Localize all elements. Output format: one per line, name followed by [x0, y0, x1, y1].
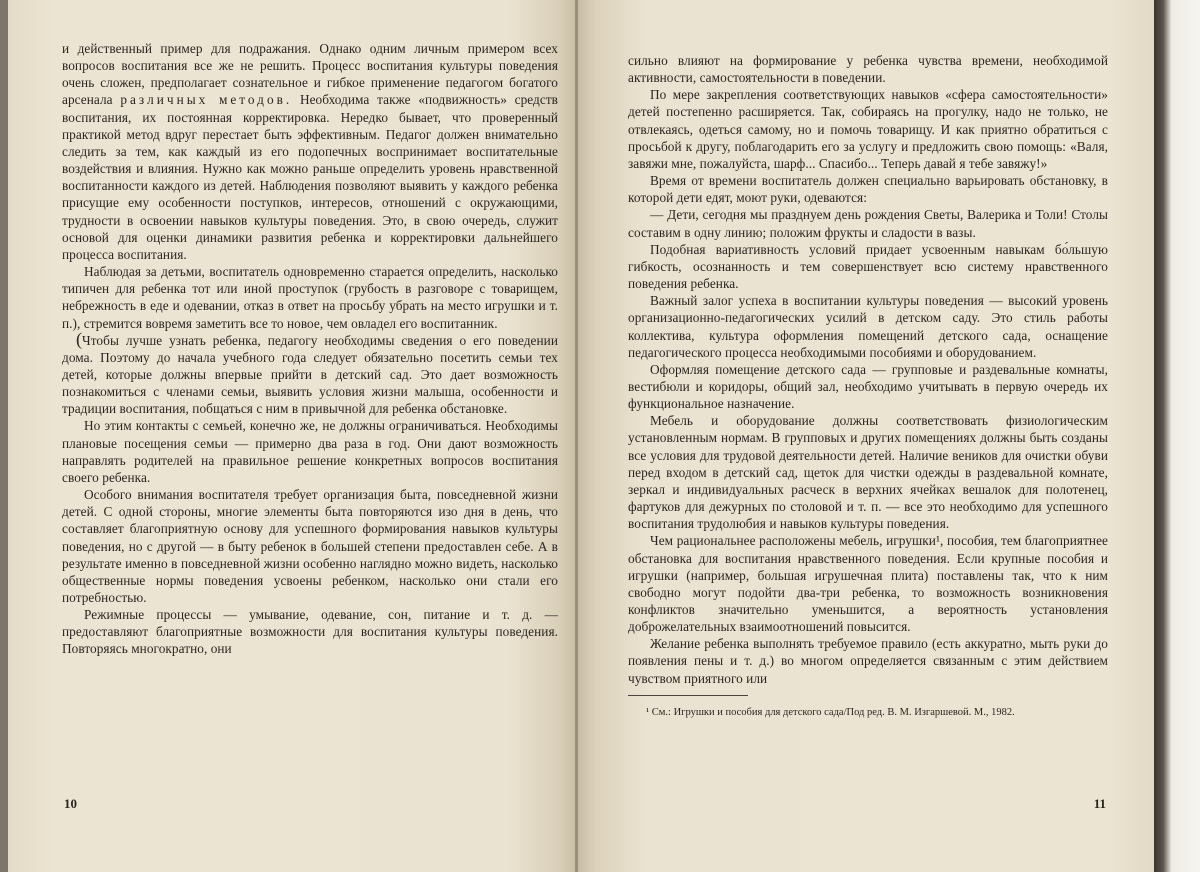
- paragraph: Подобная вариативность условий придает усвоенным навыкам бо́льшую гибкость, осознанность и тем совершенствует всю систему нравственного поведения ребенка.: [628, 241, 1108, 292]
- footnote-rule: [628, 695, 748, 702]
- paragraph: Мебель и оборудование должны соответствовать физиологическим установленным нормам. В групповых и других помещениях должны быть созданы все условия для трудовой деятельности детей. Наличие веников для очистки обуви перед входом в детский сад, щеток для чистки одежды в раздевальной комнате, зеркал и индивидуальных расческ в верхних ячейках вешалок для полотенец, фартуков для дежурных по столовой и т. п. — все это необходимо для успешного воспитания трудолюбия и навыков культуры поведения.: [628, 413, 1108, 532]
- paragraph: (Чтобы лучше узнать ребенка, педагогу необходимы сведения о его поведении дома. Поэтому до начала учебного года следует обязательно посетить семьи тех детей, которые должны впервые прийти в детский сад. Это дает возможность познакомиться с членами семьи, выявить условия жизни малыша, особенности и традиции воспитания, побщаться с ним в привычной для ребенка обстановке.: [62, 328, 558, 417]
- page-number: 10: [64, 796, 77, 811]
- scan-edge: [1154, 0, 1200, 872]
- paragraph: Но этим контакты с семьей, конечно же, не должны ограничиваться. Необходимы плановые посещения семьи — примерно два раза в год. Они дают возможность направлять родителей на правильное решение конкретных вопросов воспитания своего ребенка.: [62, 418, 558, 485]
- right-page-text: [628, 52, 1108, 687]
- paragraph: Чем рациональнее расположены мебель, игрушки¹, пособия, тем благоприятнее обстановка для воспитания нравственного поведения. Если крупные пособия и игрушки (например, большая игрушечная плита) поставлены так, что к ним свободно могут подойти два-три ребенка, то возможность возникновения конфликтов значительно уменьшится, а вероятность установления доброжелательных взаимоотношений повысится.: [628, 533, 1108, 635]
- paragraph: Наблюдая за детьми, воспитатель одновременно старается определить, насколько типичен для ребенка тот или иной проступок (грубость в разговоре с товарищем, небрежность в еде и одевании, отказ в ответ на просьбу убрать на место игрушки и т. п.), стремится вовремя заметить все то новое, чем овладел его воспитанник.: [62, 264, 558, 331]
- paragraph: Особого внимания воспитателя требует организация быта, повседневной жизни детей. С одной стороны, многие элементы быта повторяются изо дня в день, что составляет благоприятную основу для успешного формирования навыков культуры поведения, но с другой — в быту ребенок в большей степени предоставлен себе. А в результате именно в повседневной жизни особенно наглядно можно видеть, насколько общественные нормы поведения усвоены ребенком, насколько они стали его потребностью.: [62, 487, 558, 605]
- left-page: [8, 0, 576, 872]
- paragraph: Время от времени воспитатель должен специально варьировать обстановку, в которой дети едят, моют руки, одеваются:: [628, 173, 1108, 206]
- paragraph: Желание ребенка выполнять требуемое правило (есть аккуратно, мыть руки до появления пены и т. д.) во многом определяется связанным с этим действием чувством приятного или: [628, 636, 1108, 686]
- page-number: 11: [1093, 796, 1106, 811]
- left-page-text: [62, 40, 558, 658]
- paragraph: сильно влияют на формирование у ребенка чувства времени, необходимой активности, самостоятельности в поведении.: [628, 53, 1108, 86]
- handwritten-bracket-mark: (: [76, 328, 83, 349]
- paragraph: и действенный пример для подражания. Однако одним личным примером всех вопросов воспитания все же не решить. Процесс воспитания культуры поведения очень сложен, предполагает сознательное и гибкое применение педагогом богатого арсенала различных методов. Необходима также «подвижность» средств воспитания, их постоянная корректировка. Нередко бывает, что проверенный практикой метод вдруг перестает быть эффективным. Педагог должен внимательно следить за тем, как каждый из его подопечных воспринимает воспитательные воздействия и влияния. Нужно как можно раньше определить уровень нравственной воспитанности каждого из детей. Наблюдения позволяют выявить у каждого ребенка присущие ему особенности поступков, интересов, отношений с окружающими, трудности в освоении навыков культуры поведения. Это, в свою очередь, служит основой для оценки динамики развития ребенка и корректировки дальнейшего процесса воспитания.: [62, 41, 559, 262]
- paragraph: — Дети, сегодня мы празднуем день рождения Светы, Валерика и Толи! Столы составим в одну линию; положим фрукты и сладости в вазы.: [628, 207, 1108, 240]
- paragraph: По мере закрепления соответствующих навыков «сфера самостоятельности» детей постепенно расширяется. Так, собираясь на прогулку, надо не только, не отвлекаясь, одеться самому, но и помочь товарищу. И как приятно обратиться с просьбой к другу, поблагодарить его за услугу и предложить свою помощь: «Валя, завяжи мне, пожалуйста, шарф... Спасибо... Теперь давай я тебе завяжу!»: [628, 87, 1108, 171]
- paragraph: Важный залог успеха в воспитании культуры поведения — высокий уровень организационно-педагогических усилий в детском саду. Это стиль работы коллектива, культура оформления помещений детского сада, оснащение педагогического процесса необходимыми пособиями и оборудованием.: [628, 293, 1108, 360]
- right-page: [578, 0, 1154, 872]
- spaced-emphasis: различных методов.: [120, 92, 293, 108]
- paragraph: Оформляя помещение детского сада — групповые и раздевальные комнаты, вестибюли и коридоры, общий зал, необходимо учитывать в первую очередь их функциональное назначение.: [628, 361, 1108, 412]
- footnote: ¹ См.: Игрушки и пособия для детского сада/Под ред. В. М. Изгаршевой. М., 1982.: [646, 706, 1015, 718]
- paragraph: Режимные процессы — умывание, одевание, сон, питание и т. д. — предоставляют благоприятные возможности для воспитания культуры поведения. Повторяясь многократно, они: [62, 607, 558, 657]
